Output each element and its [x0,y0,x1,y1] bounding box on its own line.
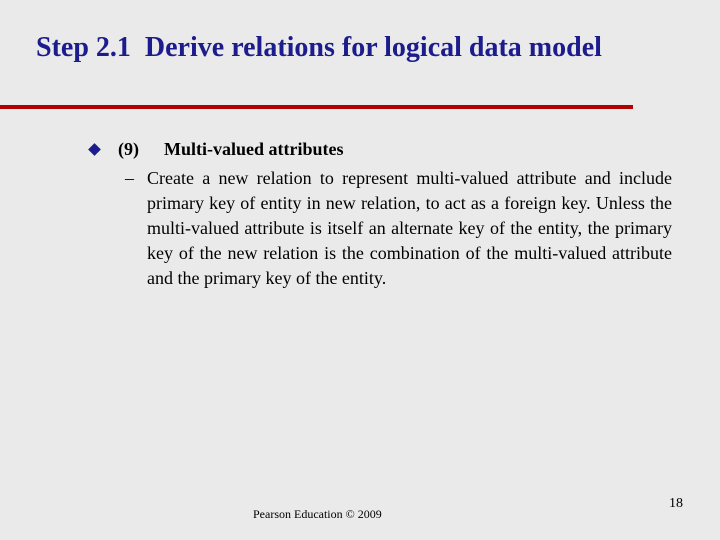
bullet-heading [118,139,344,160]
diamond-bullet-icon [88,143,101,156]
sub-bullet [125,166,685,291]
title-step: Step 2.1 [36,32,131,63]
bullet-number: (9) [118,138,139,159]
dash-marker: – [125,168,134,188]
page-number: 18 [669,496,683,511]
bullet-heading-text: Multi-valued attributes [164,138,344,159]
title-underline [0,105,633,109]
slide-title [36,29,636,67]
sub-bullet-text: Create a new relation to represent multi-valued attribute and include primary key of entity in new relation, to act as a foreign key. Unless the multi-valued attribute is itself an alternate key of the entity, the primary key of the new relation is the combination of the multi-valued attribute and the primary key of the entity. [147,168,672,288]
bullet-item [86,137,344,161]
title-text: Derive relations for logical data model [144,32,602,63]
footer-copyright: Pearson Education © 2009 [253,507,382,521]
